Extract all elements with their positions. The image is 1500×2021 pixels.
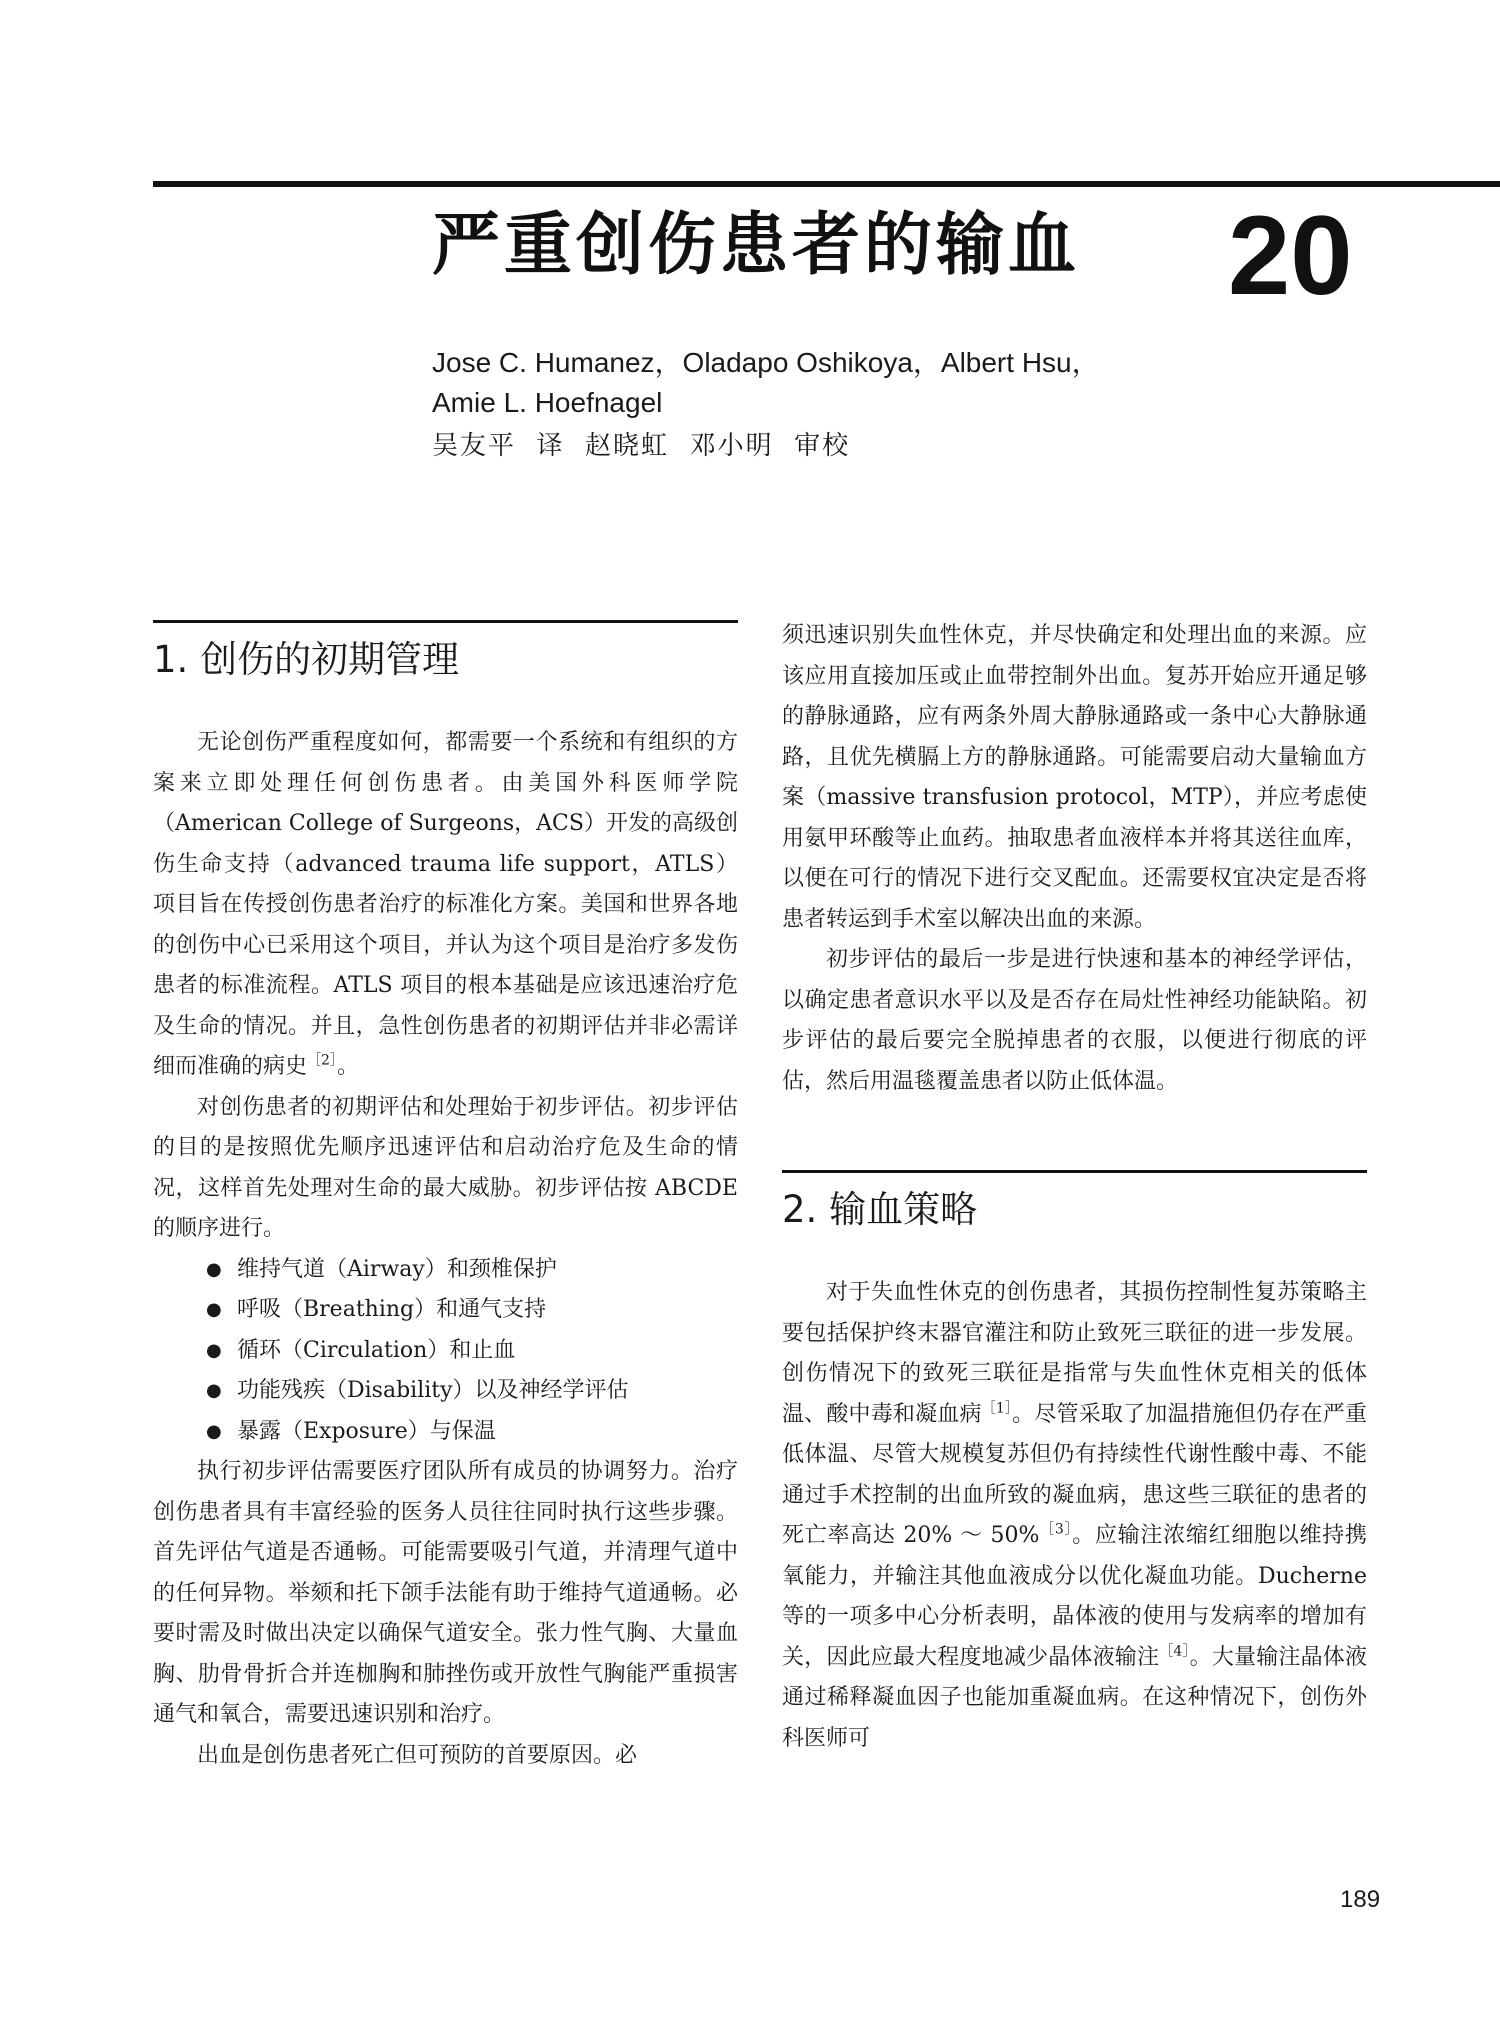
section-2-rule: [782, 1170, 1367, 1173]
section-1-paragraph-3: 执行初步评估需要医疗团队所有成员的协调努力。治疗创伤患者具有丰富经验的医务人员往往同时执行这些步骤。首先评估气道是否通畅。可能需要吸引气道，并清理气道中的任何异物。举颏和托下颌手法能有助于维持气道通畅。必要时需及时做出决定以确保气道安全。张力性气胸、大量血胸、肋骨骨折合并连枷胸和肺挫伤或开放性气胸能严重损害通气和氧合，需要迅速识别和治疗。: [153, 1459, 738, 1727]
left-column: [153, 620, 738, 1776]
paragraph-text: 。尽管采取了加温措施但仍存在严重低体温、尽管大规模复苏但仍有持续性代谢性酸中毒、不能通过手术控制的出血所致的凝血病，患这些三联征的患者的死亡率高达 20% ～ 50%: [782, 1401, 1367, 1548]
section-1-final-paragraph: 初步评估的最后一步是进行快速和基本的神经学评估，以确定患者意识水平以及是否存在局灶性神经功能缺陷。初步评估的最后要完全脱掉患者的衣服，以便进行彻底的评估，然后用温毯覆盖患者以防止低体温。: [782, 947, 1367, 1094]
section-1-paragraph-1: [153, 723, 738, 1088]
authors-line-1: Jose C. Humanez，Oladapo Oshikoya，Albert Hsu，: [432, 347, 1100, 378]
section-1-continued-paragraph: 须迅速识别失血性休克，并尽快确定和处理出血的来源。应该应用直接加压或止血带控制外出血。复苏开始应开通足够的静脉通路，应有两条外周大静脉通路或一条中心大静脉通路，且优先横膈上方的静脉通路。可能需要启动大量输血方案（massive transfusion protocol，MTP），并应考虑使用氨甲环酸等止血药。抽取患者血液样本并将其送往血库，以便在可行的情况下进行交叉配血。还需要权宜决定是否将患者转运到手术室以解决出血的来源。: [782, 623, 1367, 932]
citation-ref-3: ［3］: [1039, 1521, 1073, 1538]
list-item-text: 维持气道（Airway）和颈椎保护: [237, 1256, 557, 1282]
list-item: [153, 1290, 738, 1331]
paragraph-text: 无论创伤严重程度如何，都需要一个系统和有组织的方案来立即处理任何创伤患者。由美国外科医师学院（American College of Surgeons，ACS）开发的高级创伤生命支持（advanced trauma life support，ATLS）项目旨在传授创伤患者治疗的标准化方案。美国和世界各地的创伤中心已采用这个项目，并认为这个项目是治疗多发伤患者的标准流程。ATLS 项目的根本基础是应该迅速治疗危及生命的情况。并且，急性创伤患者的初期评估并非必需详细而准确的病史: [153, 730, 738, 1079]
list-item-text: 功能残疾（Disability）以及神经学评估: [237, 1378, 629, 1403]
authors-line-2: Amie L. Hoefnagel: [432, 387, 663, 418]
list-item: [153, 1331, 738, 1372]
translators: 吴友平 译 赵晓虹 邓小明 审校: [432, 431, 851, 461]
paragraph-end: 。: [336, 1054, 359, 1079]
chapter-title: 严重创伤患者的输血: [432, 205, 1081, 285]
citation-ref-2: ［2］: [307, 1052, 337, 1069]
section-2-heading: 2. 输血策略: [782, 1188, 978, 1231]
list-item: [153, 1371, 738, 1412]
paragraph-text: 。大量输注晶体液通过稀释凝血因子也能加重凝血病。在这种情况下，创伤外科医师可: [782, 1644, 1367, 1751]
section-2-paragraph-1: [782, 1273, 1367, 1759]
list-item-text: 暴露（Exposure）与保温: [237, 1418, 496, 1444]
section-1-heading: 1. 创伤的初期管理: [153, 638, 460, 681]
section-spacer: [782, 1102, 1367, 1170]
citation-ref-4: ［4］: [1159, 1643, 1190, 1660]
chapter-number: 20: [1228, 193, 1353, 318]
section-1-paragraph-2: 对创伤患者的初期评估和处理始于初步评估。初步评估的目的是按照优先顺序迅速评估和启动治疗危及生命的情况，这样首先处理对生命的最大威胁。初步评估按 ABCDE 的顺序进行。: [153, 1094, 738, 1241]
list-item: [153, 1412, 738, 1453]
citation-ref-1: ［1］: [981, 1400, 1013, 1417]
paragraph-text: 。应输注浓缩红细胞以维持携氧能力，并输注其他血液成分以优化凝血功能。Ducherne 等的一项多中心分析表明，晶体液的使用与发病率的增加有关，因此应最大程度地减少晶体液输注: [782, 1523, 1367, 1670]
section-1-rule: [153, 620, 738, 623]
chapter-top-rule: [153, 181, 1500, 187]
authors: [432, 343, 1232, 423]
abcde-list: [153, 1250, 738, 1453]
section-1-paragraph-4: 出血是创伤患者死亡但可预防的首要原因。必: [197, 1742, 638, 1768]
page-number: 189: [1340, 1886, 1381, 1913]
right-column: [782, 620, 1367, 1759]
paragraph-text: 对于失血性休克的创伤患者，其损伤控制性复苏策略主要包括保护终末器官灌注和防止致死三联征的进一步发展。创伤情况下的致死三联征是指常与失血性休克相关的低体温、酸中毒和凝血病: [782, 1280, 1367, 1427]
list-item: [153, 1250, 738, 1291]
list-item-text: 呼吸（Breathing）和通气支持: [237, 1297, 547, 1322]
list-item-text: 循环（Circulation）和止血: [237, 1337, 516, 1363]
